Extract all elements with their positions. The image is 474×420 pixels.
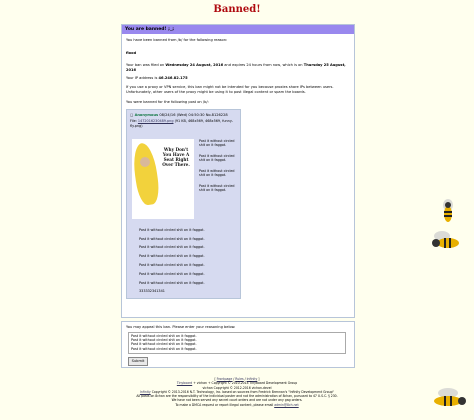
post-side-line: Post it without circled shit on it faggot. — [199, 153, 235, 162]
filed-intro: Your ban was filed on — [126, 63, 165, 68]
footer-dmca — [0, 403, 474, 407]
banana-figure — [132, 142, 161, 206]
footer-text: Copyright © 2013-2016 N.T. Technology, Inc. based on sources from Fredrick Brennan's "Infinity Development Group" — [151, 389, 334, 394]
footer-nav: [ Frontpage / Rules / Infinity ] — [214, 377, 260, 381]
post-header — [130, 113, 237, 118]
footer-orders-note: We have not been served any secret court orders and are not under any gag orders. — [171, 398, 303, 403]
footer-posts-note: All posts on 8chan are the responsibility of the individual poster and not the administration of 8chan, pursuant to 47 U.S.C. § 230. — [136, 394, 338, 399]
post-line: Post it without circled shit on it faggot. — [139, 245, 205, 250]
post-line: 333332341341 — [139, 289, 165, 294]
post-line: Post it without circled shit on it faggot. — [139, 227, 205, 232]
post-side-line: Post it without circled shit on it faggot. — [199, 183, 235, 192]
ban-intro: You have been banned from /b/ for the following reason: — [126, 38, 228, 42]
post-datetime: 08/24/16 (Wed) 04:50:30 No.8126228 — [159, 112, 228, 117]
post-line: Post it without circled shit on it faggot. — [139, 262, 205, 267]
ban-filed-line — [126, 63, 350, 72]
appeal-textarea[interactable] — [128, 332, 346, 354]
file-meta: (91 KB, 468x569, 468x569, funny-fly.png) — [130, 119, 234, 128]
tinyboard-link[interactable]: Tinyboard — [176, 381, 193, 386]
post-image[interactable] — [132, 139, 194, 219]
post-file-info — [130, 119, 237, 128]
post-intro: You were banned for the following post on /b/: — [126, 100, 209, 105]
expires-date: Thursday 25 August, 2016 — [126, 63, 346, 72]
post-author: Anonymous — [134, 112, 159, 117]
post-line: Post it without circled shit on it faggot. — [139, 271, 205, 276]
file-label: File: — [130, 119, 137, 124]
vpn-note: If you use a proxy or VPN service, this ban might not be intended for you because proxies share IPs between users. Unfortunately, other users of the proxy might be using it to post illegal content or spam the boards. — [126, 84, 334, 94]
image-caption: Why Don't You Have A Seat Right Over There. — [162, 146, 190, 167]
post-side-line: Post it without circled shit on it faggot. — [199, 168, 235, 177]
footer-text: To make a DMCA request or report illegal content, please email — [175, 402, 274, 407]
footer-link-infinity[interactable]: Infinity — [246, 377, 258, 381]
post-side-line: Post it without circled shit on it faggot. — [199, 138, 235, 147]
appeal-label: You may appeal this ban. Please enter your reasoning below. — [126, 325, 236, 329]
banana-face — [140, 157, 150, 167]
footer-text: Copyright © 2010-2014 Tinyboard Development Group — [211, 381, 298, 386]
ban-box-header: You are banned! ;_; — [122, 25, 354, 34]
post-line: Post it without circled shit on it faggot. — [139, 280, 205, 285]
ban-reason: flood — [126, 50, 137, 55]
wasp-icon — [437, 196, 459, 226]
file-link[interactable]: 1472016230489.png — [137, 119, 174, 124]
post-line: Post it without circled shit on it faggot. — [139, 236, 205, 241]
banned-post — [126, 109, 241, 299]
footer-link-rules[interactable]: Rules — [235, 377, 244, 381]
appeal-line: Post it without circled shit on it faggot. — [131, 342, 197, 347]
ip-label: Your IP address is — [126, 76, 158, 81]
post-checkbox[interactable]: ▢ — [130, 112, 134, 117]
footer-vichan: vichan Copyright © 2012-2016 vichan-devel — [202, 385, 272, 390]
footer — [0, 377, 474, 407]
post-side-text — [199, 139, 237, 199]
footer-text: + vichan + — [193, 381, 211, 386]
footer-link-frontpage[interactable]: Frontpage — [216, 377, 233, 381]
page-title: Banned! — [213, 4, 261, 15]
wasp-icon — [428, 228, 464, 254]
ip-address: 46.246.82.175 — [158, 76, 188, 81]
appeal-line: Post it without circled shit on it faggot. — [131, 346, 197, 351]
ban-box — [121, 24, 355, 318]
post-body — [139, 228, 205, 298]
admin-email-link[interactable]: admin@8ch.net — [274, 402, 299, 407]
ip-line — [126, 76, 350, 81]
appeal-box — [121, 321, 355, 368]
appeal-line: Post it without circled shit on it faggot. — [131, 338, 197, 343]
appeal-line: Post it without circled shit on it faggot. — [131, 334, 197, 338]
post-line: Post it without circled shit on it faggot. — [139, 254, 205, 259]
infinity-link[interactable]: Infinity — [140, 389, 151, 394]
expires-text: and expires 24 hours from now, which is on — [224, 63, 303, 68]
wasp-icon — [424, 387, 468, 411]
submit-button[interactable]: Submit — [128, 357, 148, 366]
filed-date: Wednesday 24 August, 2016 — [165, 63, 224, 68]
